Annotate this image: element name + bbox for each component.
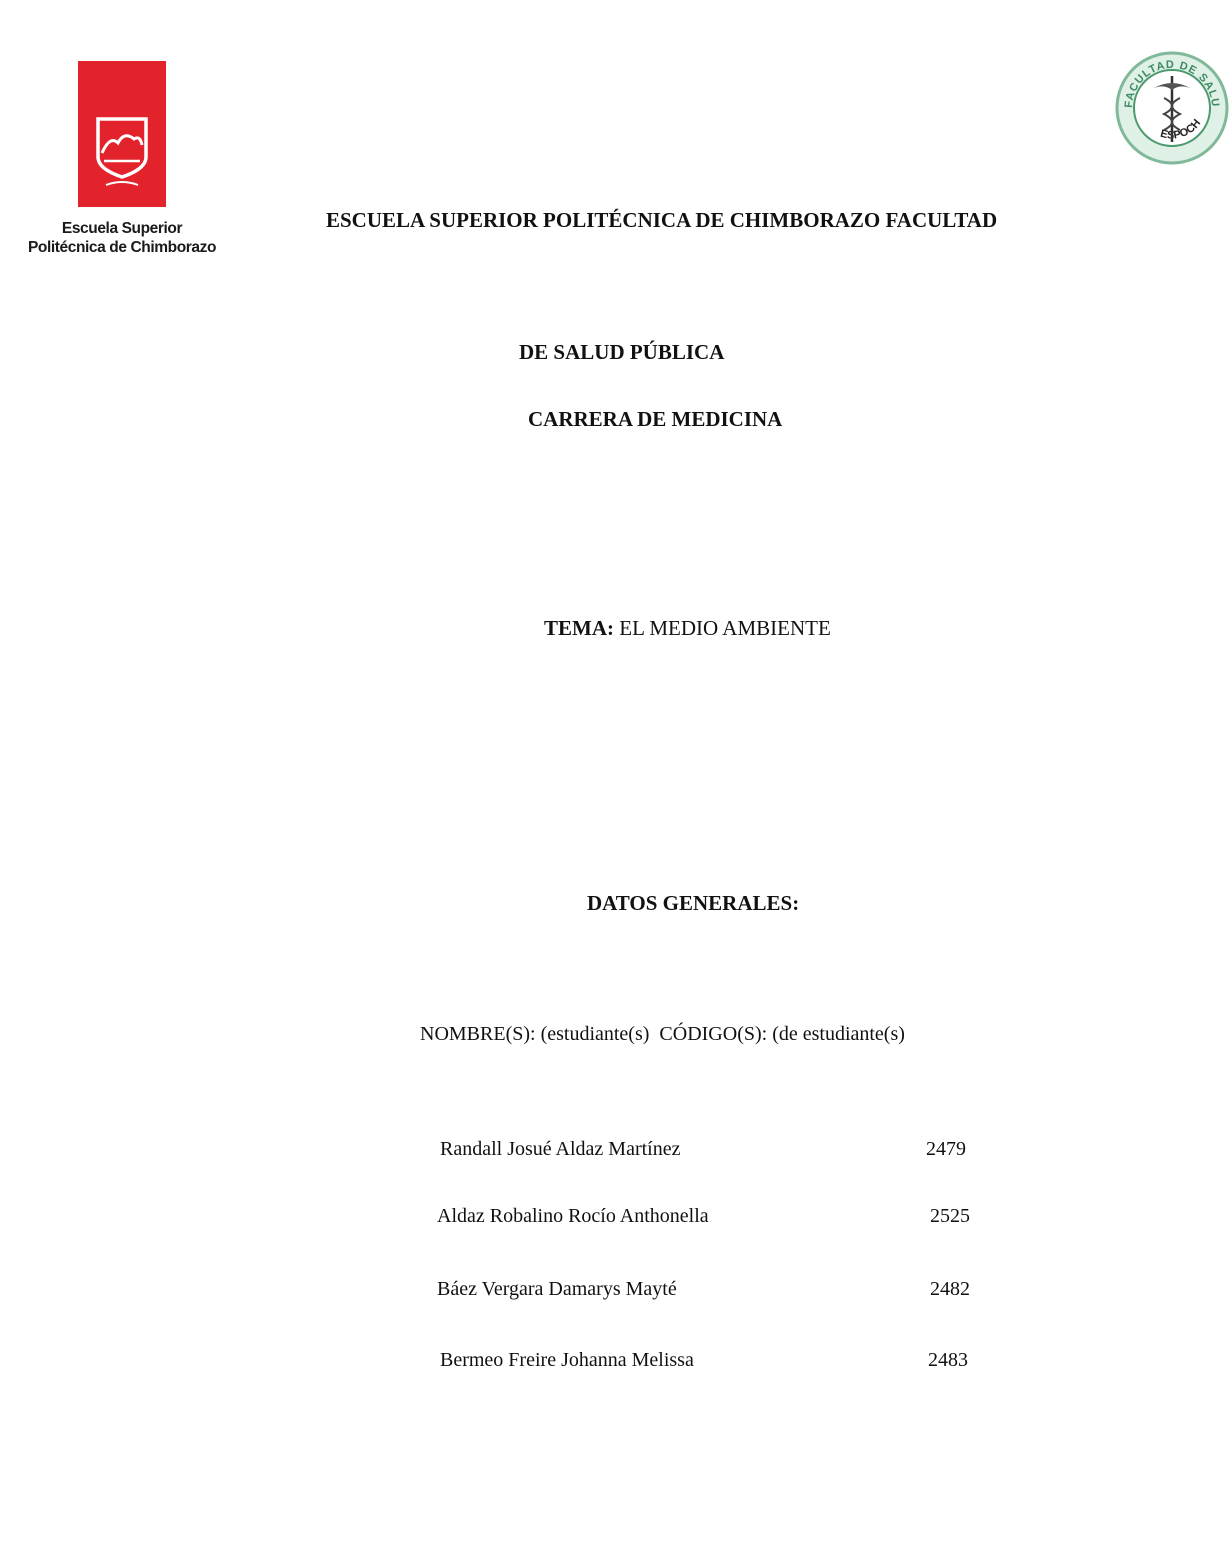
datos-generales-heading: DATOS GENERALES:	[587, 891, 800, 915]
student-code: 2482	[930, 1278, 970, 1300]
espoch-logo	[24, 58, 220, 258]
tema-line	[544, 616, 831, 641]
facultad-salud-seal	[1114, 50, 1230, 166]
student-code: 2483	[928, 1349, 968, 1371]
student-code: 2525	[930, 1205, 970, 1227]
student-name: Randall Josué Aldaz Martínez	[440, 1138, 681, 1160]
espoch-shield-icon	[78, 61, 166, 207]
header-line-1: ESCUELA SUPERIOR POLITÉCNICA DE CHIMBORAZO FACULTAD	[326, 208, 998, 232]
header-line-2: DE SALUD PÚBLICA	[519, 340, 725, 364]
logo-line-2: Politécnica de Chimborazo	[27, 239, 217, 256]
student-code: 2479	[926, 1138, 966, 1160]
student-name: Bermeo Freire Johanna Melissa	[440, 1349, 694, 1371]
tema-value: EL MEDIO AMBIENTE	[619, 616, 831, 640]
student-name: Aldaz Robalino Rocío Anthonella	[437, 1205, 709, 1227]
tema-label: TEMA:	[544, 616, 614, 640]
students-header: NOMBRE(S): (estudiante(s) CÓDIGO(S): (de estudiante(s)	[420, 1023, 905, 1045]
seal-top-text: FACULTAD DE SALU	[1122, 58, 1222, 109]
header-line-3: CARRERA DE MEDICINA	[528, 407, 783, 431]
logo-line-1: Escuela Superior	[61, 220, 183, 237]
student-name: Báez Vergara Damarys Mayté	[437, 1278, 677, 1300]
seal-bottom-text: ESPOCH	[1159, 117, 1204, 142]
